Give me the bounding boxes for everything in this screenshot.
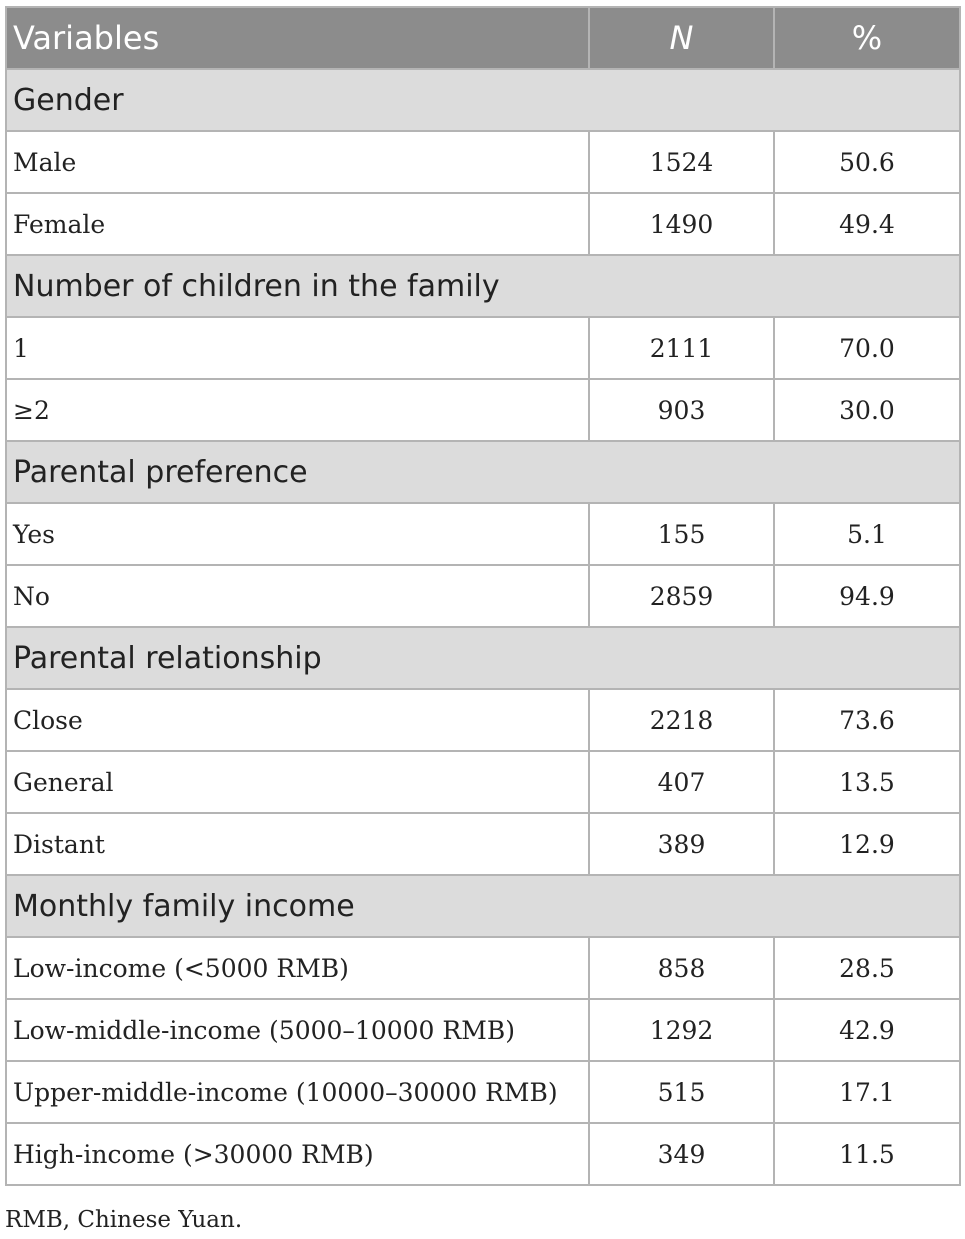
table-header-row [6, 7, 960, 69]
table-body [6, 69, 960, 1185]
row-percent-value: 70.0 [774, 317, 960, 379]
table-footnote: RMB, Chinese Yuan. [5, 1207, 243, 1233]
row-n-value: 349 [589, 1123, 774, 1185]
section-row [6, 441, 960, 503]
table-row [6, 317, 960, 379]
row-label: Male [6, 131, 589, 193]
section-row [6, 627, 960, 689]
row-n-value: 2218 [589, 689, 774, 751]
row-percent-value: 73.6 [774, 689, 960, 751]
table-row [6, 565, 960, 627]
section-row [6, 875, 960, 937]
table-row [6, 813, 960, 875]
table-row [6, 1123, 960, 1185]
row-n-value: 903 [589, 379, 774, 441]
row-label: Yes [6, 503, 589, 565]
row-n-value: 2111 [589, 317, 774, 379]
section-title: Gender [6, 69, 960, 131]
row-percent-value: 30.0 [774, 379, 960, 441]
row-n-value: 389 [589, 813, 774, 875]
row-label: General [6, 751, 589, 813]
table-row [6, 937, 960, 999]
row-n-value: 407 [589, 751, 774, 813]
row-label: No [6, 565, 589, 627]
table-row [6, 689, 960, 751]
row-label: ≥2 [6, 379, 589, 441]
row-label: Close [6, 689, 589, 751]
row-n-value: 1292 [589, 999, 774, 1061]
row-n-value: 1524 [589, 131, 774, 193]
section-row [6, 255, 960, 317]
row-percent-value: 50.6 [774, 131, 960, 193]
row-label: 1 [6, 317, 589, 379]
row-n-value: 515 [589, 1061, 774, 1123]
row-n-value: 155 [589, 503, 774, 565]
section-title: Monthly family income [6, 875, 960, 937]
header-percent: % [774, 7, 960, 69]
row-percent-value: 5.1 [774, 503, 960, 565]
row-percent-value: 49.4 [774, 193, 960, 255]
row-label: Distant [6, 813, 589, 875]
section-title: Parental preference [6, 441, 960, 503]
row-label: Upper-middle-income (10000–30000 RMB) [6, 1061, 589, 1123]
table-row [6, 131, 960, 193]
section-title: Parental relationship [6, 627, 960, 689]
section-row [6, 69, 960, 131]
row-label: Low-income (<5000 RMB) [6, 937, 589, 999]
row-percent-value: 42.9 [774, 999, 960, 1061]
data-table-container [5, 6, 959, 1186]
row-percent-value: 13.5 [774, 751, 960, 813]
table-row [6, 751, 960, 813]
row-n-value: 858 [589, 937, 774, 999]
table-row [6, 503, 960, 565]
table-row [6, 379, 960, 441]
section-title: Number of children in the family [6, 255, 960, 317]
table-row [6, 1061, 960, 1123]
demographics-table [5, 6, 961, 1186]
row-percent-value: 17.1 [774, 1061, 960, 1123]
header-variables: Variables [6, 7, 589, 69]
row-percent-value: 28.5 [774, 937, 960, 999]
row-percent-value: 94.9 [774, 565, 960, 627]
row-n-value: 2859 [589, 565, 774, 627]
table-row [6, 193, 960, 255]
table-row [6, 999, 960, 1061]
row-percent-value: 11.5 [774, 1123, 960, 1185]
row-label: Female [6, 193, 589, 255]
row-percent-value: 12.9 [774, 813, 960, 875]
row-label: Low-middle-income (5000–10000 RMB) [6, 999, 589, 1061]
row-label: High-income (>30000 RMB) [6, 1123, 589, 1185]
header-n: N [589, 7, 774, 69]
row-n-value: 1490 [589, 193, 774, 255]
